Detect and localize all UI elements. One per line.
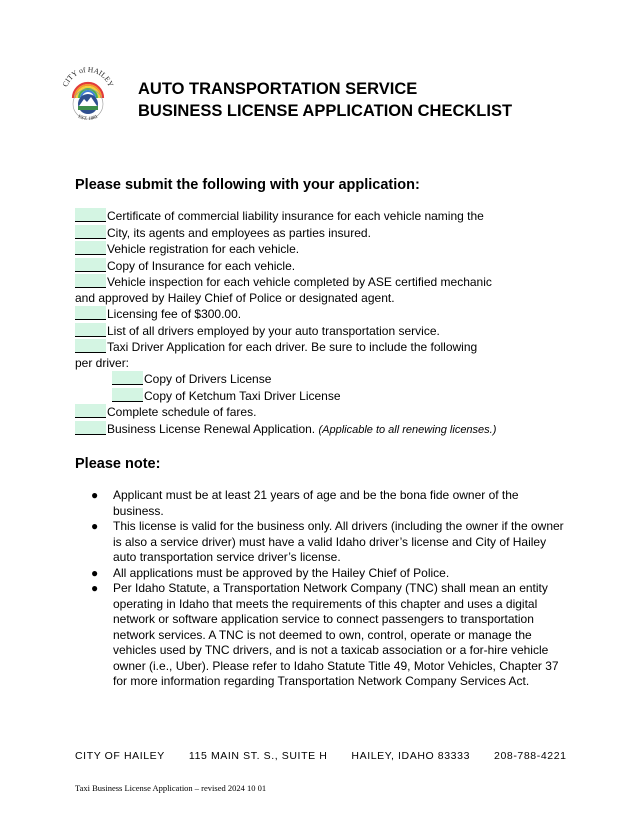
note-item-text: All applications must be approved by the Hailey Chief of Police. [113, 565, 450, 580]
note-item-text: Applicant must be at least 21 years of age and be the bona fide owner of the business. [113, 488, 519, 518]
footer-location: HAILEY, IDAHO 83333 [351, 750, 471, 762]
checklist-item [75, 274, 555, 291]
bullet-icon: ● [91, 488, 99, 502]
checkbox-blank[interactable] [75, 421, 106, 435]
checkbox-blank[interactable] [75, 323, 106, 337]
checklist-item-text: Complete schedule of fares. [107, 405, 257, 419]
checklist-item [75, 388, 555, 405]
footer-city: CITY OF HAILEY [75, 750, 165, 762]
note-item [91, 581, 571, 690]
checkbox-blank[interactable] [75, 274, 106, 288]
checklist [75, 208, 555, 438]
footer-phone: 208-788-4221 [494, 750, 567, 762]
checklist-item-text: Business License Renewal Application. [107, 421, 316, 436]
checklist-item-text: Copy of Drivers License [144, 372, 272, 386]
checklist-item [75, 225, 555, 242]
checklist-item [75, 306, 555, 323]
note-item [91, 488, 571, 519]
checklist-item [75, 291, 555, 307]
checklist-item-text: Vehicle inspection for each vehicle completed by ASE certified mechanic [107, 275, 492, 289]
note-item-text: Per Idaho Statute, a Transportation Network Company (TNC) shall mean an entity operating in Idaho that meets the requirements of this chapter and uses a digital network or software application service to connect passengers to transportation network services. A TNC is not deemed to own, control, operate or manage the vehicles used by TNC drivers, and is not a taxicab association or a for-hire vehicle owner (i.e., Uber). Please refer to Idaho Statute Title 49, Motor Vehicles, Chapter 37 for more information regarding Transportation Network Company Services Act. [113, 581, 559, 688]
notes-list [91, 488, 571, 690]
checkbox-blank[interactable] [75, 225, 106, 239]
note-item-text: This license is valid for the business only. All drivers (including the owner if the owner is also a service driver) must have a valid Idaho driver’s license and City of Hailey auto transportation service driver’s license. [113, 519, 564, 564]
checklist-item [75, 371, 555, 388]
checklist-item-text: Copy of Ketchum Taxi Driver License [144, 388, 341, 403]
svg-text:EST. 1881 [77, 114, 99, 122]
title-line-1: AUTO TRANSPORTATION SERVICE [138, 80, 418, 98]
checkbox-blank[interactable] [75, 258, 106, 272]
logo-top-text: CITY of HAILEY [60, 64, 116, 89]
revision-note: Taxi Business License Application – revised 2024 10 01 [75, 783, 267, 793]
bullet-icon: ● [91, 565, 99, 580]
checklist-item-text: per driver: [75, 355, 130, 370]
checklist-item [75, 323, 555, 340]
bullet-icon: ● [91, 581, 99, 595]
checkbox-blank[interactable] [112, 371, 143, 385]
checklist-item [75, 421, 555, 439]
checklist-item [75, 208, 555, 225]
note-item [91, 566, 571, 582]
checklist-item-text: Vehicle registration for each vehicle. [107, 242, 300, 256]
checklist-item [75, 339, 555, 356]
checkbox-blank[interactable] [75, 306, 106, 320]
checklist-item-text: Taxi Driver Application for each driver. Be sure to include the following [107, 340, 478, 354]
city-seal-icon [60, 62, 116, 128]
checklist-item [75, 404, 555, 421]
checklist-item-text: Certificate of commercial liability insurance for each vehicle naming the [107, 209, 484, 223]
note-item [91, 519, 571, 566]
bullet-icon: ● [91, 519, 99, 533]
submit-heading: Please submit the following with your application: [75, 177, 420, 193]
checklist-item [75, 241, 555, 258]
checklist-item-text: Copy of Insurance for each vehicle. [107, 258, 296, 273]
logo-bottom-text: EST. 1881 [77, 114, 99, 123]
checkbox-blank[interactable] [75, 241, 106, 255]
checklist-item-text: City, its agents and employees as parties insured. [107, 225, 371, 240]
checkbox-blank[interactable] [75, 339, 106, 353]
checkbox-blank[interactable] [75, 208, 106, 222]
note-heading: Please note: [75, 456, 161, 472]
checklist-item-text: Licensing fee of $300.00. [107, 307, 242, 321]
checklist-item [75, 356, 555, 372]
footer-address: 115 MAIN ST. S., SUITE H [188, 750, 328, 762]
checklist-item-text: List of all drivers employed by your auto transportation service. [107, 323, 440, 338]
checklist-item-text: and approved by Hailey Chief of Police or designated agent. [75, 290, 395, 305]
checkbox-blank[interactable] [112, 388, 143, 402]
checklist-item-note: (Applicable to all renewing licenses.) [318, 423, 497, 436]
title-line-2: BUSINESS LICENSE APPLICATION CHECKLIST [138, 102, 513, 120]
document-title [138, 78, 512, 122]
checkbox-blank[interactable] [75, 404, 106, 418]
footer [75, 750, 565, 762]
checklist-item [75, 258, 555, 275]
